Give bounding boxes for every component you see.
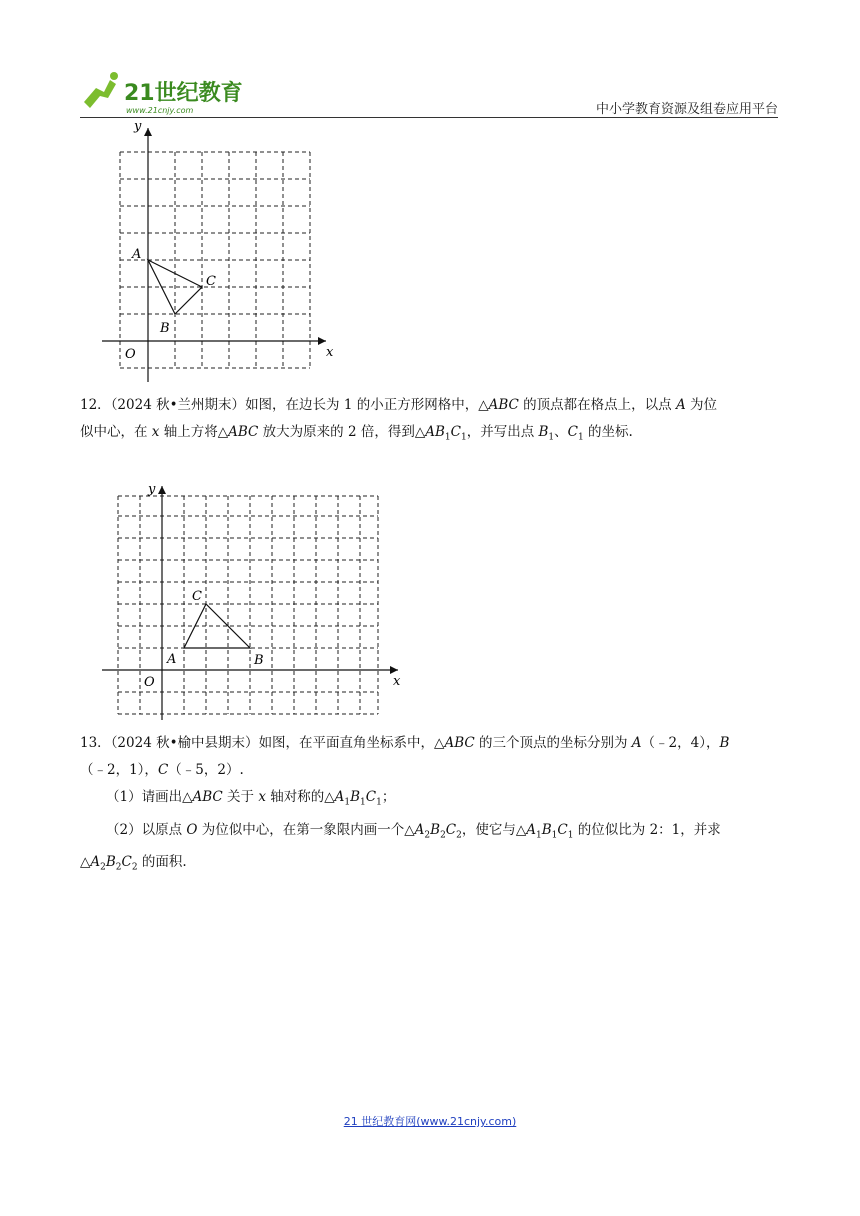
- question-13-line-2: （﹣2，1），C（﹣5，2）.: [80, 762, 244, 778]
- figure-2-grid: [100, 484, 410, 724]
- question-13-part-1: （1）请画出△ABC 关于 x 轴对称的$\triangle A_1B_1C_1$；: [106, 789, 396, 808]
- figure-1-x-label: x: [326, 345, 334, 360]
- question-12-line-1: 12．（2024 秋•兰州期末）如图，在边长为 1 的小正方形网格中，△ABC 的顶点都在格点上，以点 A 为位: [80, 397, 718, 413]
- figure-1-point-a: A: [132, 247, 142, 262]
- question-12-line-2: 似中心，在 x 轴上方将△ABC 放大为原来的 2 倍，得到$\triangle AB_1C_1$，并写出点 $B_1$、$C_1$ 的坐标.: [80, 424, 633, 443]
- svg-text:21世纪教育: 21世纪教育: [124, 81, 243, 106]
- runner-logo-icon: [84, 80, 116, 108]
- footer-link[interactable]: 21 世纪教育网(www.21cnjy.com): [343, 1115, 517, 1128]
- figure-1-origin-label: O: [125, 347, 136, 362]
- figure-1-point-b: B: [160, 321, 170, 336]
- figure-2-x-label: x: [393, 674, 401, 689]
- figure-2-point-c: C: [192, 589, 202, 604]
- figure-2-gridlines: [118, 496, 378, 714]
- question-12: [80, 392, 780, 452]
- figure-1-y-label: y: [134, 119, 142, 134]
- question-13-part-2-cont: $\triangle A_2B_2C_2$ 的面积.: [80, 854, 187, 874]
- figure-2-point-b: B: [254, 653, 264, 668]
- figure-1-point-c: C: [206, 274, 216, 289]
- figure-2-point-a: A: [167, 652, 177, 667]
- platform-title: 中小学教育资源及组卷应用平台: [595, 102, 778, 117]
- figure-1-grid: [98, 116, 348, 386]
- question-13-line-1: 13．（2024 秋•榆中县期末）如图，在平面直角坐标系中，△ABC 的三个顶点的坐标分别为 A（﹣2，4），B: [80, 735, 730, 751]
- page-header: [80, 66, 778, 118]
- page-footer: [0, 1113, 860, 1129]
- site-logo: [80, 66, 260, 118]
- question-13: [80, 730, 780, 882]
- figure-2-origin-label: O: [144, 675, 155, 690]
- question-13-part-2: （2）以原点 O 为位似中心，在第一象限内画一个$\triangle A_2B_2C_2$，使它与$\triangle A_1B_1C_1$ 的位似比为 2：1，并求: [106, 821, 721, 841]
- figure-2-y-label: y: [148, 484, 156, 497]
- svg-text:www.21cnjy.com: www.21cnjy.com: [126, 106, 194, 115]
